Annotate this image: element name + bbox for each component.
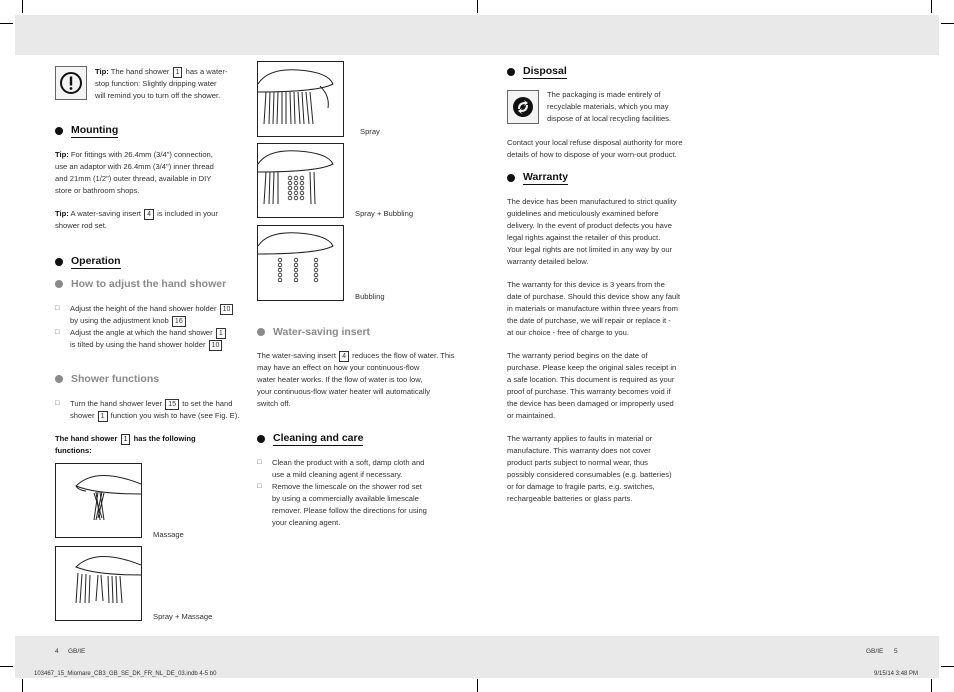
cleaning-item-limescale: □ Remove the limescale on the shower rod set by using a commercially available limescale remover. Please follow the directions for using your cleaning agent. bbox=[257, 482, 427, 527]
disposal-heading: Disposal bbox=[507, 65, 567, 79]
adjust-angle-item: □ Adjust the angle at which the hand shower 1 is tilted by using the hand shower holder 10 bbox=[70, 327, 250, 351]
bubbling-figure bbox=[257, 225, 344, 301]
adjust-hand-shower-heading: How to adjust the hand shower bbox=[55, 278, 226, 290]
adjust-height-item: □ Adjust the height of the hand shower holder 10 by using the adjustment knob 16 bbox=[70, 303, 250, 327]
warning-icon bbox=[55, 66, 87, 100]
spray-bubbling-figure bbox=[257, 143, 344, 218]
spray-bubbling-caption: Spray + Bubbling bbox=[355, 209, 414, 218]
water-saving-insert-heading: Water-saving insert bbox=[257, 326, 370, 338]
crop-mark bbox=[22, 679, 23, 692]
spray-massage-figure bbox=[55, 546, 142, 621]
spray-massage-caption: Spray + Massage bbox=[153, 612, 213, 621]
tip-water-stop: Tip: The hand shower 1 has a water- stop function: Slightly dripping water will remind you to turn off the shower. bbox=[95, 67, 228, 100]
warranty-paragraph-2: The warranty for this device is 3 years from the date of purchase. Should this device show any fault in materials or manufacture within three years from the date of purchase, we will repair or replace it - at our choice - free of charge to you. bbox=[507, 280, 681, 337]
mounting-tip-adaptor: Tip: For fittings with 26.4mm (3/4") connection, use an adaptor with 26.4mm (3/4") inner thread and 21mm (1/2") outer thread, available in DIY store or bathroom shops. bbox=[55, 150, 214, 195]
warranty-paragraph-4: The warranty applies to faults in material or manufacture. This warranty does not cover product parts subject to normal wear, thus possibly considered consumables (e.g. batteries) or for damage to fragile parts, e.g. switches, rechargeable batteries or glass parts. bbox=[507, 434, 672, 503]
print-date: 9/15/14 3:48 PM bbox=[874, 671, 919, 677]
crop-mark bbox=[931, 0, 932, 13]
recycling-icon bbox=[507, 90, 539, 124]
cleaning-heading: Cleaning and care bbox=[257, 432, 363, 446]
file-name: 103467_15_Miomare_CB3_GB_SE_DK_FR_NL_DE_03.indb 4-5 b0 bbox=[34, 671, 217, 677]
left-page-number: 4 bbox=[55, 648, 59, 655]
mounting-heading: Mounting bbox=[55, 124, 118, 138]
water-saving-text: The water-saving insert 4 reduces the flow of water. This may have an effect on how your continuous-flow water heater works. If the flow of water is too low, your continuous-flow water heater will automatically switch off. bbox=[257, 351, 455, 408]
warranty-paragraph-1: The device has been manufactured to strict quality guidelines and meticulously examined before delivery. In the event of product defects you have legal rights against the retailer of this product. Your legal rights are not limited in any way by our warranty detailed below. bbox=[507, 197, 677, 266]
crop-mark bbox=[0, 23, 13, 24]
massage-caption: Massage bbox=[153, 530, 184, 539]
cleaning-item-cloth: □ Clean the product with a soft, damp cloth and use a mild cleaning agent if necessary. bbox=[257, 458, 425, 479]
header-band bbox=[15, 15, 939, 55]
crop-mark bbox=[941, 23, 954, 24]
crop-mark bbox=[477, 679, 478, 692]
crop-mark bbox=[941, 666, 954, 667]
spray-caption: Spray bbox=[360, 127, 380, 136]
shower-lever-item: □ Turn the hand shower lever 15 to set the hand shower 1 function you wish to have (see Fig. E). bbox=[55, 399, 240, 420]
crop-mark bbox=[931, 679, 932, 692]
disposal-contact-text: Contact your local refuse disposal authority for more details of how to dispose of your worn-out product. bbox=[507, 138, 683, 159]
warranty-heading: Warranty bbox=[507, 171, 568, 185]
shower-functions-heading: Shower functions bbox=[55, 373, 159, 385]
crop-mark bbox=[477, 0, 478, 13]
spray-figure bbox=[257, 61, 344, 137]
following-functions-text: The hand shower 1 has the following functions: bbox=[55, 434, 196, 455]
crop-mark bbox=[0, 666, 13, 667]
mounting-tip-insert: Tip: A water-saving insert 4 is included in your shower rod set. bbox=[55, 209, 218, 230]
disposal-packaging-text: The packaging is made entirely of recyclable materials, which you may dispose of at local recycling facilities. bbox=[547, 90, 672, 123]
operation-heading: Operation bbox=[55, 255, 121, 269]
crop-mark bbox=[22, 0, 23, 13]
left-language-code: GB/IE bbox=[68, 648, 86, 655]
massage-figure bbox=[55, 463, 142, 538]
right-language-code: GB/IE bbox=[866, 648, 884, 655]
warranty-paragraph-3: The warranty period begins on the date of purchase. Please keep the original sales receipt in a safe location. This document is required as your proof of purchase. This warranty becomes void if the device has been damaged or improperly used or maintained. bbox=[507, 351, 677, 420]
bubbling-caption: Bubbling bbox=[355, 292, 385, 301]
right-page-number: 5 bbox=[894, 648, 898, 655]
